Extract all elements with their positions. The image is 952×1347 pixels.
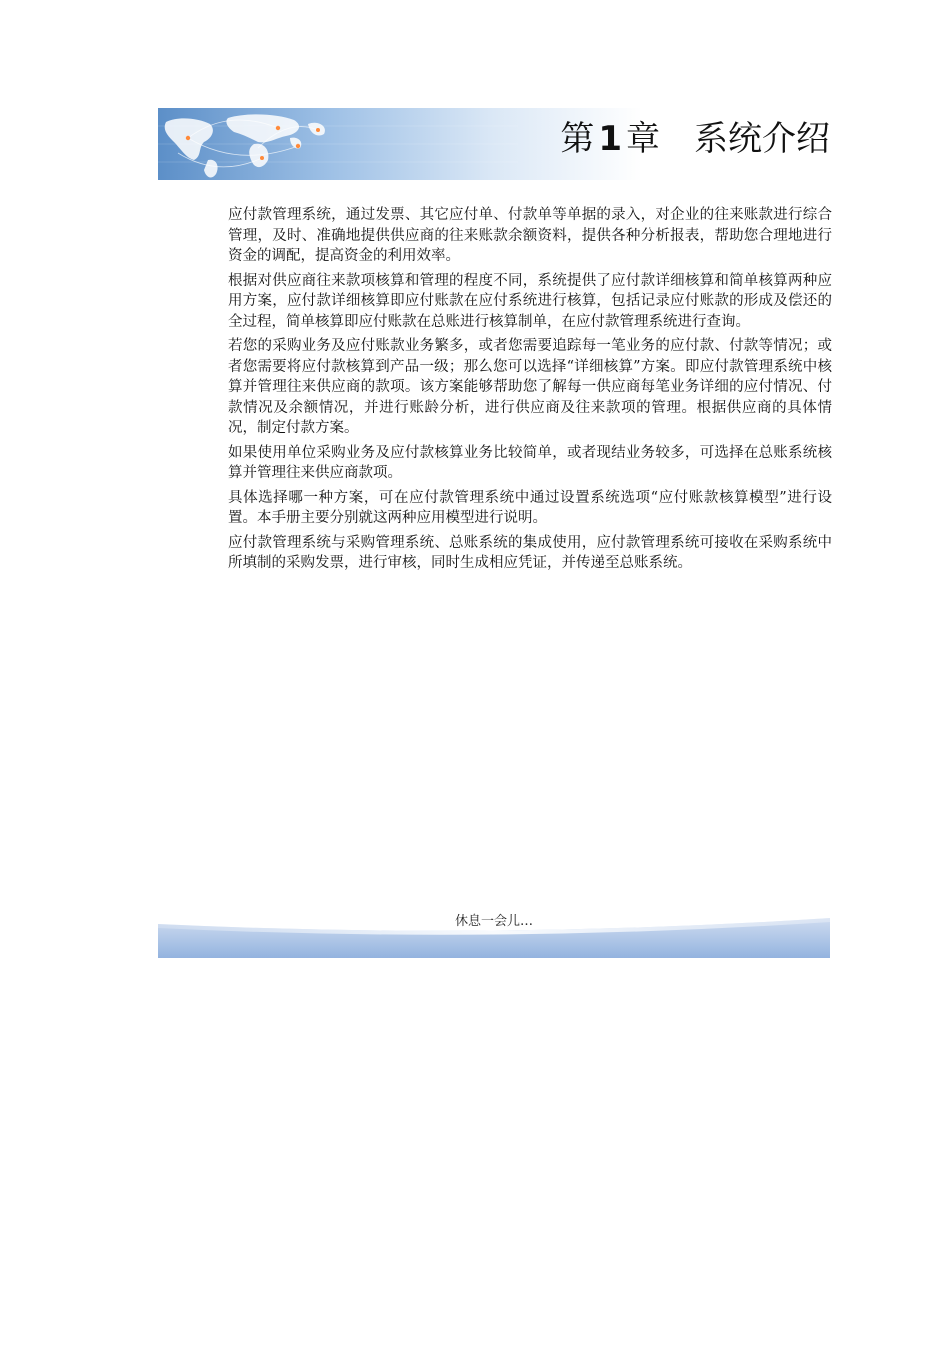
paragraph: 若您的采购业务及应付账款业务繁多，或者您需要追踪每一笔业务的应付款、付款等情况；或者您需要将应付款核算到产品一级；那么您可以选择“详细核算”方案。即应付款管理系统中核算并管理往来供应商的款项。该方案能够帮助您了解每一供应商每笔业务详细的应付情况、付款情况及余额情况，并进行账龄分析，进行供应商及往来款项的管理。根据供应商的具体情况，制定付款方案。 [228, 338, 832, 436]
chapter-title [560, 114, 830, 164]
paragraph: 具体选择哪一种方案，可在应付款管理系统中通过设置系统选项“应付账款核算模型”进行设置。本手册主要分别就这两种应用模型进行说明。 [228, 489, 832, 526]
paragraph: 如果使用单位采购业务及应付款核算业务比较简单，或者现结业务较多，可选择在总账系统核算并管理往来供应商款项。 [228, 444, 832, 481]
footer-banner [158, 910, 830, 958]
chapter-header-banner [158, 108, 830, 180]
footer-text: 休息一会儿… [454, 914, 533, 929]
paragraph: 根据对供应商往来款项核算和管理的程度不同，系统提供了应付款详细核算和简单核算两种应用方案，应付款详细核算即应付账款在应付系统进行核算，包括记录应付账款的形成及偿还的全过程，简单核算即应付账款在总账进行核算制单，在应付款管理系统进行查询。 [228, 272, 832, 330]
chapter-name: 系统介绍 [694, 119, 830, 159]
chapter-prefix: 第 [560, 119, 595, 159]
body-text [228, 205, 832, 578]
paragraph: 应付款管理系统与采购管理系统、总账系统的集成使用，应付款管理系统可接收在采购系统中所填制的采购发票，进行审核，同时生成相应凭证，并传递至总账系统。 [228, 534, 832, 571]
world-map-icon [158, 108, 518, 180]
chapter-suffix: 章 [626, 119, 660, 159]
chapter-number: 1 [598, 119, 622, 159]
paragraph: 应付款管理系统，通过发票、其它应付单、付款单等单据的录入，对企业的往来账款进行综合管理，及时、准确地提供供应商的往来账款余额资料，提供各种分析报表，帮助您合理地进行资金的调配，提高资金的利用效率。 [228, 207, 832, 264]
